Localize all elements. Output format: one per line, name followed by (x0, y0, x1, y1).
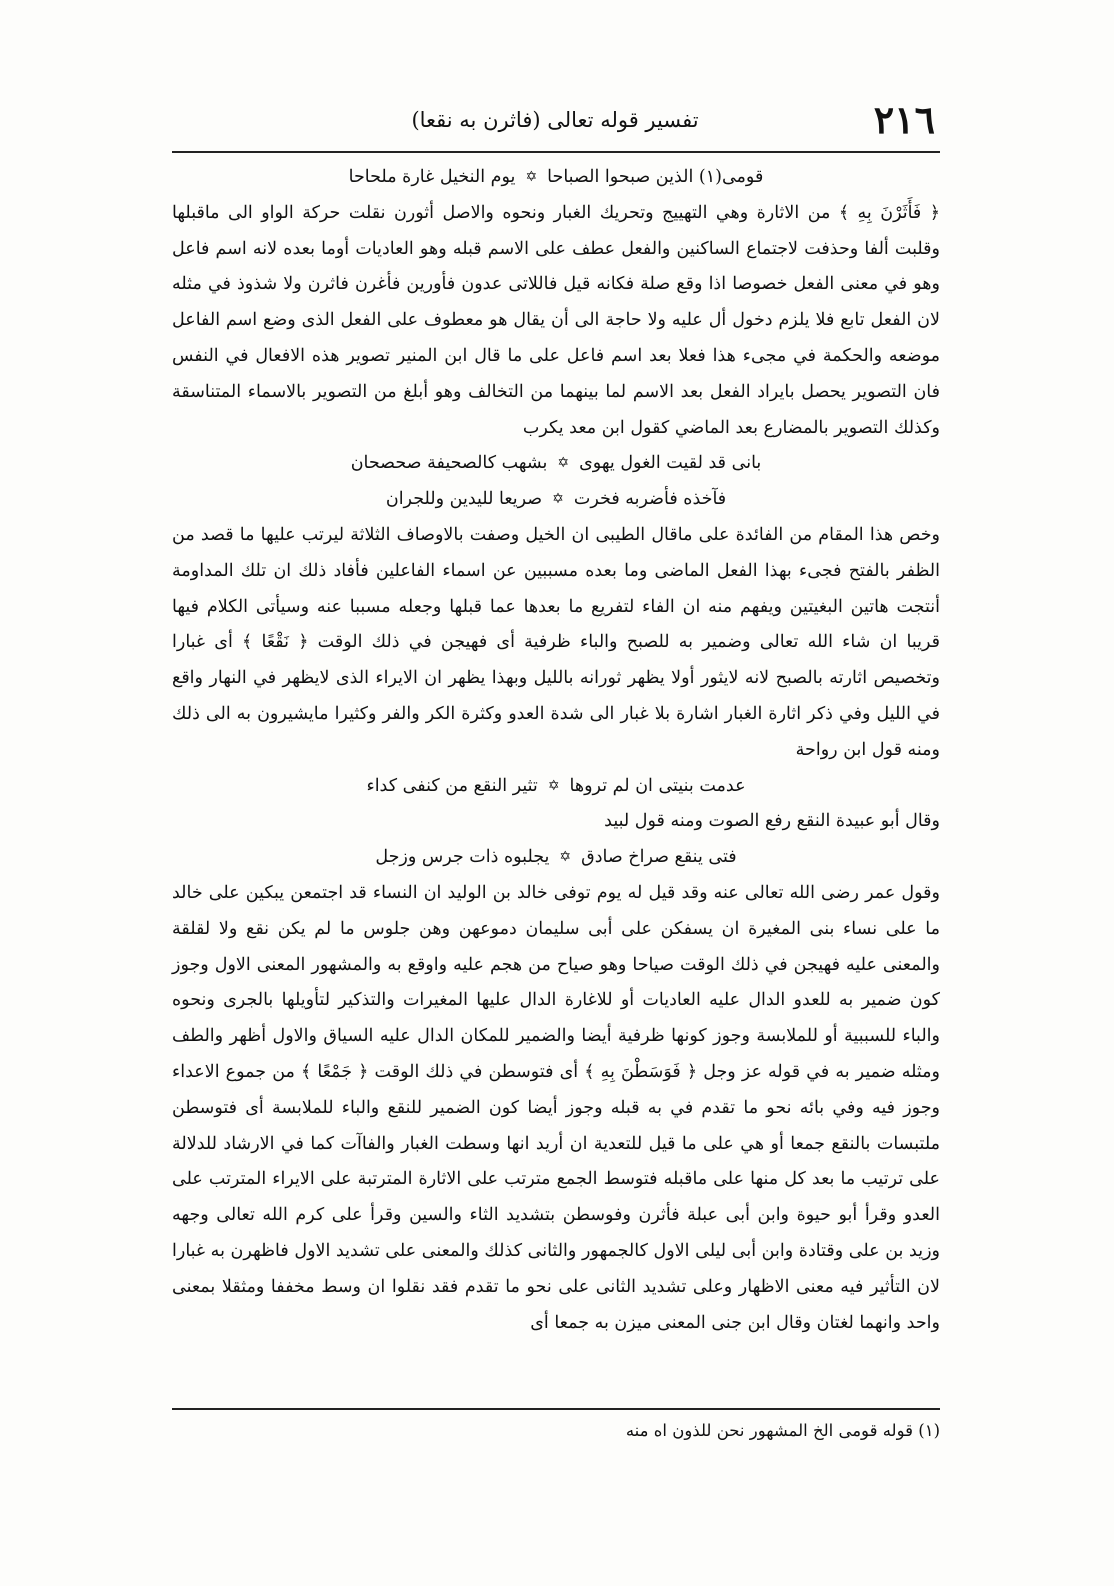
verse-hemistich-right: فتى ينقع صراخ صادق (581, 847, 737, 868)
body-text (172, 160, 940, 1341)
page-header (175, 96, 935, 148)
footnote: (١) قوله قومى الخ المشهور نحن للذون اه منه (625, 1421, 940, 1440)
star-separator-icon: ✡ (552, 491, 564, 508)
verse-hemistich-right: قومى(١) الذين صبحوا الصباحا (547, 167, 764, 187)
star-separator-icon: ✡ (547, 777, 560, 794)
page-number: ٢١٦ (873, 97, 935, 142)
star-separator-icon: ✡ (525, 169, 538, 185)
star-separator-icon: ✡ (559, 849, 572, 866)
verse-hemistich-right: بانى قد لقيت الغول يهوى (579, 453, 762, 474)
verse-hemistich-left: صريعا لليدين وللجران (385, 489, 543, 510)
header-rule (172, 151, 940, 153)
star-separator-icon: ✡ (557, 455, 570, 472)
verse-line (172, 840, 940, 876)
verse-line (172, 482, 940, 518)
prose-paragraph: وقال أبو عبيدة النقع رفع الصوت ومنه قول لبيد (604, 811, 940, 832)
verse-hemistich-left: تثير النقع من كنفى كداء (366, 775, 538, 796)
prose-paragraph: ﴿ فَأَثَرْنَ بِهِ ﴾ من الاثارة وهي التهييج وتحريك الغبار ونحوه والاصل أثورن نقلت حركة الواو الى ماقبلها وقلبت ألفا وحذفت لاجتماع الساكنين والفعل عطف على الاسم قبله وهو العاديات أوما بعده لانه اسم فاعل وهو في معنى الفعل خصوصا اذا وقع صلة فكانه قيل فاللاتى عدون فأورين فأغرن فاثرن ولا شذوذ في مثله لان الفعل تابع فلا يلزم دخول أل عليه ولا حاجة الى أن يقال هو معطوف على الفعل الذى وضع اسم الفاعل موضعه والحكمة في مجىء هذا فعلا بعد اسم فاعل على ما قال ابن المنير تصوير هذه الافعال في النفس فان التصوير يحصل بايراد الفعل بعد الاسم لما بينهما من التخالف وهو أبلغ من التصوير بالاسماء المتناسقة وكذلك التصوير بالمضارع بعد الماضي كقول ابن معد يكرب (172, 202, 940, 438)
verse-hemistich-right: عدمت بنيتى ان لم تروها (569, 775, 746, 796)
verse-hemistich-right: فآخذه فأضربه فخرت (573, 489, 727, 510)
prose-paragraph: وخص هذا المقام من الفائدة على ماقال الطيبى ان الخيل وصفت بالاوصاف الثلاثة ليرتب عليها ما قصد من الظفر بالفتح فجىء بهذا الفعل الماضى وما بعده مسببين عن اسماء الفاعلين فأفاد ذلك ان تلك المداومة أنتجت هاتين البغيتين ويفهم منه ان الفاء لتفريع ما بعدها عما قبلها وجعله مسببا عنه وسيأتى الكلام فيها قريبا ان شاء الله تعالى وضمير به للصبح والباء ظرفية أى فهيجن في ذلك الوقت ﴿ نَقْعًا ﴾ أى غبارا وتخصيص اثارته بالصبح لانه لايثور أولا يظهر ثورانه بالليل وبهذا يظهر ان الايراء الذى لايظهر في النهار واقع في الليل وفي ذكر اثارة الغبار اشارة بلا غبار الى شدة العدو وكثرة الكر والفر وكثيرا مايشيرون به الى ذلك ومنه قول ابن رواحة (172, 524, 940, 760)
footnote-rule (172, 1408, 940, 1410)
verse-line (172, 769, 940, 805)
verse-line (172, 160, 940, 196)
verse-hemistich-left: يجلبوه ذات جرس وزجل (375, 847, 550, 868)
running-title: تفسير قوله تعالى (فاثرن به نقعا) (411, 108, 699, 132)
verse-hemistich-left: بشهب كالصحيفة صحصحان (350, 453, 548, 474)
prose-paragraph: وقول عمر رضى الله تعالى عنه وقد قيل له يوم توفى خالد بن الوليد ان النساء قد اجتمعن يبكين على خالد ما على نساء بنى المغيرة ان يسفكن على أبى سليمان دموعهن وهن جلوس ما لم يكن نقع ولا لقلقة والمعنى عليه فهيجن في ذلك الوقت صياحا وهو صياح من هجم عليه واوقع به والمشهور المعنى الاول وجوز كون ضمير به للعدو الدال عليه العاديات أو للاغارة الدال عليها المغيرات والتذكير لتأويلها بالجرى ونحوه والباء للسببية أو للملابسة وجوز كونها ظرفية أيضا والضمير للمكان الدال عليه السياق والاول أظهر والطف ومثله ضمير به في قوله عز وجل ﴿ فَوَسَطْنَ بِهِ ﴾ أى فتوسطن في ذلك الوقت ﴿ جَمْعًا ﴾ من جموع الاعداء وجوز فيه وفي بائه نحو ما تقدم في به قبله وجوز أيضا كون الضمير للنقع والباء للملابسة أى فتوسطن ملتبسات بالنقع جمعا أو هي على ما قيل للتعدية ان أريد انها وسطت الغبار والفاآت كما في الارشاد للدلالة على ترتيب ما بعد كل منها على ماقبله فتوسط الجمع مترتب على الاثارة المترتبة على الايراء المترتب على العدو وقرأ أبو حيوة وابن أبى عبلة فأثرن وفوسطن بتشديد الثاء والسين وقرأ على كرم الله تعالى وجهه وزيد بن على وقتادة وابن أبى ليلى الاول كالجمهور والثانى كذلك والمعنى على تشديد الاول فاظهرن به غبارا لان التأثير فيه معنى الاظهار وعلى تشديد الثانى على نحو ما تقدم فقد نقلوا ان وسط مخففا ومثقلا بمعنى واحد وانهما لغتان وقال ابن جنى المعنى ميزن به جمعا أى (172, 882, 940, 1333)
verse-line (172, 446, 940, 482)
verse-hemistich-left: يوم النخيل غارة ملحاحا (348, 167, 516, 187)
